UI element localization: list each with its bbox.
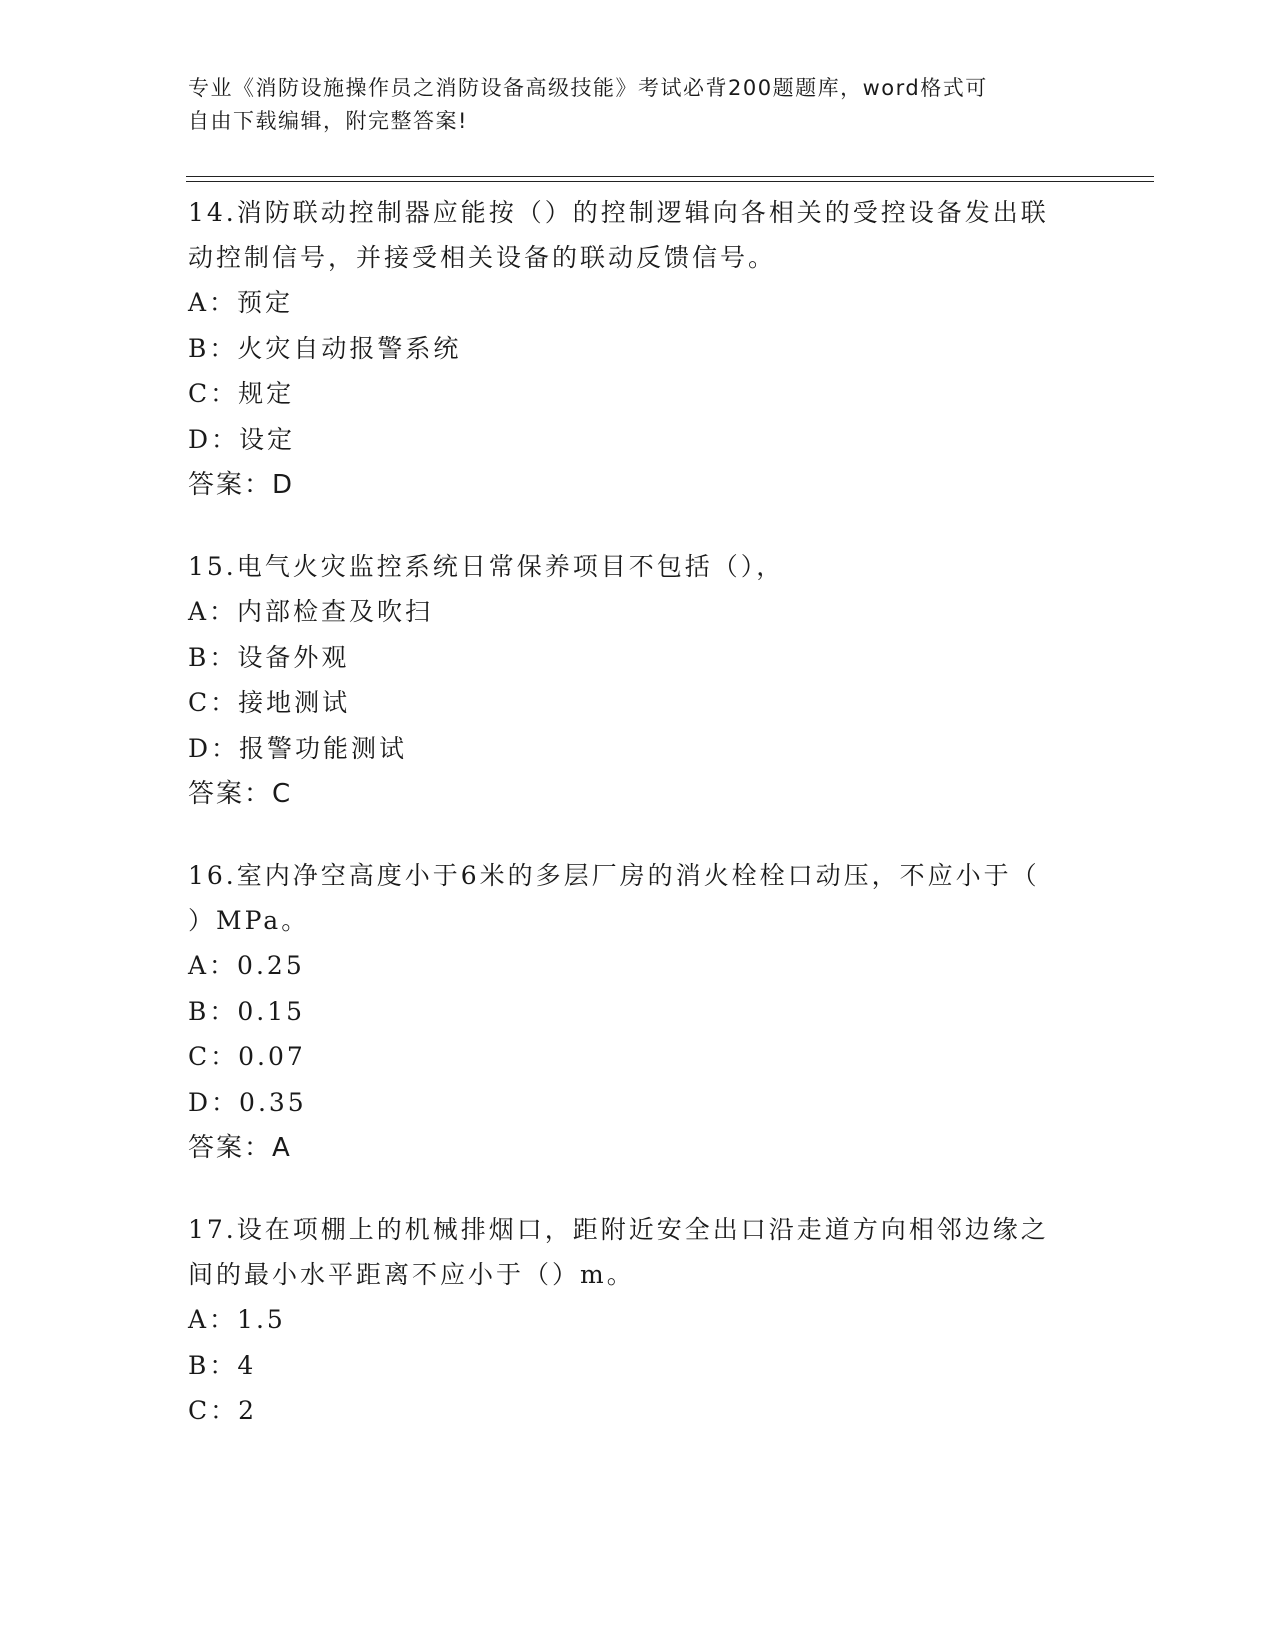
question-16 xyxy=(188,853,1088,1171)
option-d: D：设定 xyxy=(188,424,296,454)
question-stem-line: 16.室内净空高度小于6米的多层厂房的消火栓栓口动压，不应小于（ xyxy=(188,861,1040,890)
question-stem-line: 动控制信号，并接受相关设备的联动反馈信号。 xyxy=(188,243,777,272)
answer-label: 答案： xyxy=(188,779,273,809)
option-c: C：规定 xyxy=(188,379,295,408)
answer-value: A xyxy=(272,1133,292,1163)
question-list xyxy=(188,190,1088,1470)
header-line-2: 自由下载编辑，附完整答案! xyxy=(188,109,468,133)
answer-label: 答案： xyxy=(188,1133,273,1163)
question-17 xyxy=(188,1207,1088,1434)
question-stem-line: 15.电气火灾监控系统日常保养项目不包括（）， xyxy=(188,552,785,581)
answer-line xyxy=(188,771,1088,817)
question-stem-line: 14.消防联动控制器应能按（）的控制逻辑向各相关的受控设备发出联 xyxy=(188,198,1049,227)
option-b: B：设备外观 xyxy=(188,642,350,672)
question-stem-line: ）MPa。 xyxy=(188,906,310,935)
option-b: B：0.15 xyxy=(188,996,306,1026)
option-c: C：接地测试 xyxy=(188,688,351,717)
document-header xyxy=(188,72,1068,138)
answer-label: 答案： xyxy=(188,470,273,500)
question-15 xyxy=(188,544,1088,817)
header-line-1: 专业《消防设施操作员之消防设备高级技能》考试必背200题题库，word格式可 xyxy=(188,76,988,100)
answer-line xyxy=(188,462,1088,508)
question-stem-line: 17.设在项棚上的机械排烟口，距附近安全出口沿走道方向相邻边缘之 xyxy=(188,1215,1049,1244)
answer-value: C xyxy=(272,779,293,809)
option-b: B：4 xyxy=(188,1350,257,1380)
option-a: A：0.25 xyxy=(188,951,305,980)
option-a: A：预定 xyxy=(188,288,294,317)
answer-value: D xyxy=(272,470,295,500)
option-d: D：报警功能测试 xyxy=(188,733,408,763)
question-14 xyxy=(188,190,1088,508)
option-c: C：0.07 xyxy=(188,1042,306,1071)
answer-line xyxy=(188,1125,1088,1171)
option-a: A：内部检查及吹扫 xyxy=(188,597,434,626)
option-a: A：1.5 xyxy=(188,1305,286,1334)
header-divider-bottom xyxy=(186,181,1154,182)
option-d: D：0.35 xyxy=(188,1087,307,1117)
option-b: B：火灾自动报警系统 xyxy=(188,333,462,363)
question-stem-line: 间的最小水平距离不应小于（）m。 xyxy=(188,1260,635,1289)
header-divider-top xyxy=(186,176,1154,177)
option-c: C：2 xyxy=(188,1396,258,1425)
